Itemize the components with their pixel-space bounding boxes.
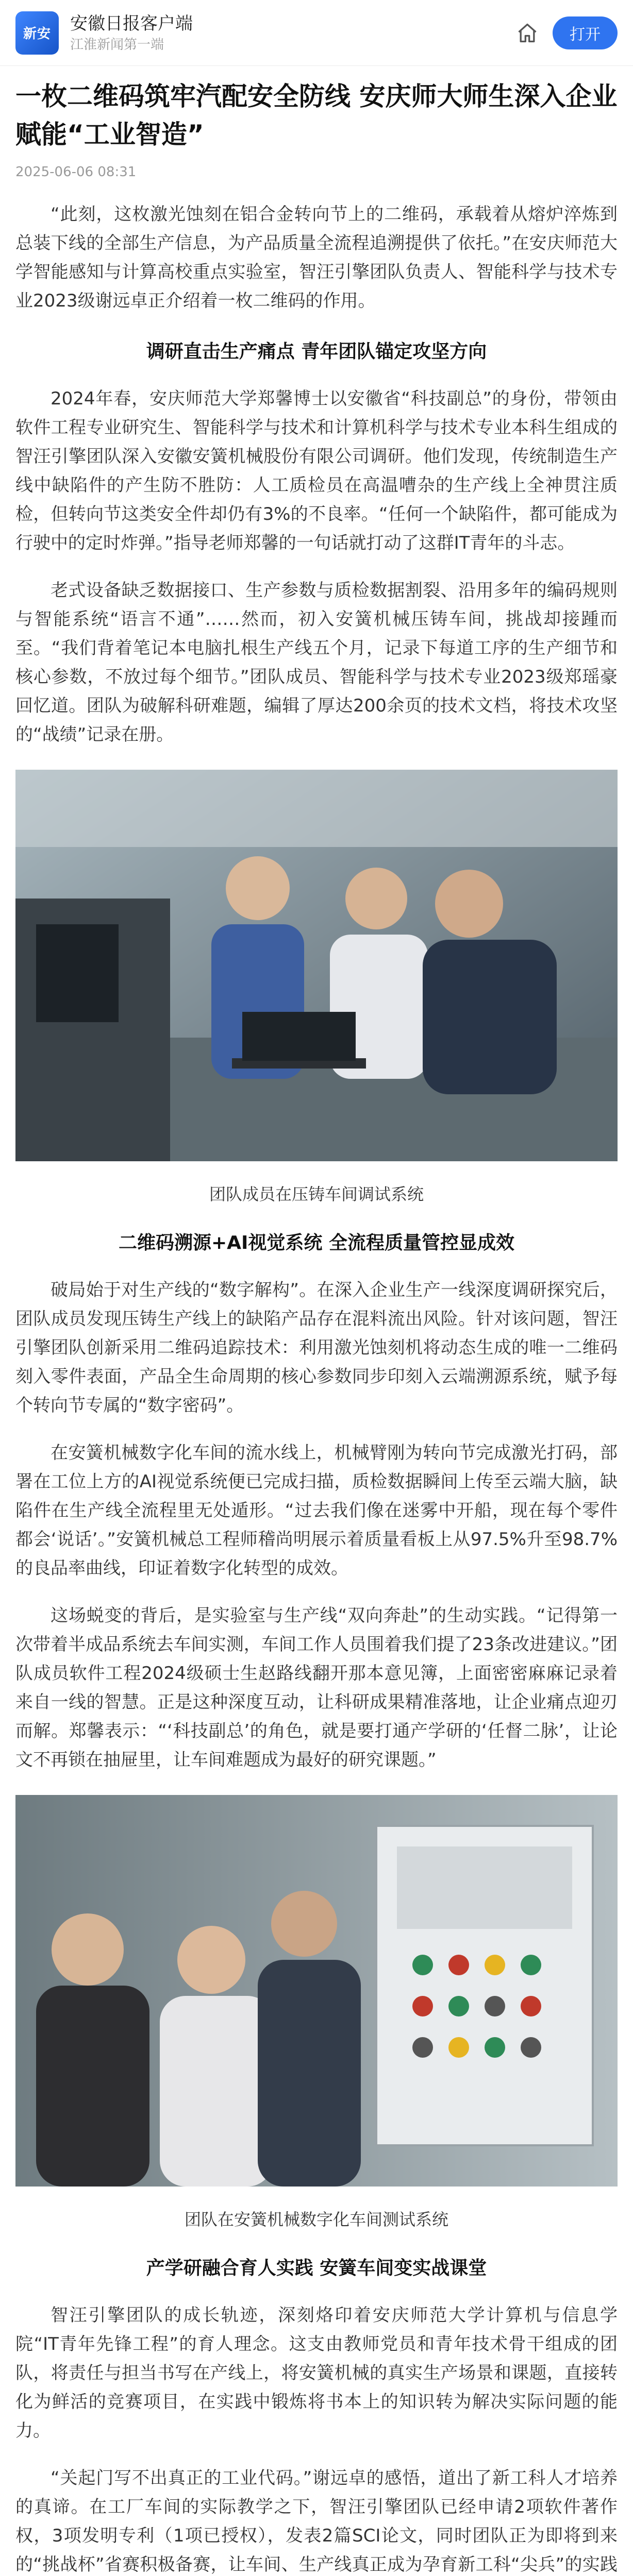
figure-2-caption: 团队在安簧机械数字化车间测试系统 [184, 2210, 448, 2229]
brand-name: 安徽日报客户端 [70, 13, 193, 34]
section-heading-2: 二维码溯源+AI视觉系统 全流程质量管控显成效 [119, 1232, 514, 1253]
figure-1-caption: 团队成员在压铸车间调试系统 [209, 1184, 424, 1204]
paragraph: 这场蜕变的背后，是实验室与生产线“双向奔赴”的生动实践。“记得第一次带着半成品系统去车间实测，车间工作人员围着我们提了23条改进建议。”团队成员软件工程2024级硕士生赵路线翻开那本意见簿，上面密密麻麻记录着来自一线的智慧。正是这种深度互动，让科研成果精准落地，让企业痛点迎刃而解。郑馨表示：“‘科技副总’的角色，就是要打通产学研的‘任督二脉’，让论文不再锁在抽屉里，让车间难题成为最好的研究课题。” [15, 1605, 618, 1770]
paragraph: 破局始于对生产线的“数字解构”。在深入企业生产一线深度调研探究后，团队成员发现压铸生产线上的缺陷产品存在混料流出风险。针对该问题，智汪引擎团队创新采用二维码追踪技术：利用激光蚀刻机将动态生成的唯一二维码刻入零件表面，产品全生命周期的核心参数同步印刻入云端溯源系统，赋予每个转向节专属的“数字密码”。 [15, 1280, 618, 1416]
photo-team-testing [15, 1795, 618, 2187]
publish-date: 2025-06-06 08:31 [15, 164, 137, 180]
article-title: 一枚二维码筑牢汽配安全防线 安庆师大师生深入企业赋能“工业智造” [15, 81, 618, 149]
app-header [0, 0, 633, 66]
paragraph: 老式设备缺乏数据接口、生产参数与质检数据割裂、沿用多年的编码规则与智能系统“语言不通”……然而，初入安簧机械压铸车间，挑战却接踵而至。“我们背着笔记本电脑扎根生产线五个月，记录下每道工序的生产细节和核心参数，不放过每个细节。”团队成员、智能科学与技术专业2023级郑瑶豪回忆道。团队为破解科研难题，编辑了厚达200余页的技术文档，将技术攻坚的“战绩”记录在册。 [15, 580, 618, 745]
paragraph: 智汪引擎团队的成长轨迹，深刻烙印着安庆师范大学计算机与信息学院“IT青年先锋工程”的育人理念。这支由教师党员和青年技术骨干组成的团队，将责任与担当书写在产线上，将安簧机械的真实生产场景和课题，直接转化为鲜活的竞赛项目，在实践中锻炼将书本上的知识转为解决实际问题的能力。 [15, 2305, 618, 2441]
brand-block [70, 12, 193, 54]
logo-text: 新安 [23, 26, 51, 42]
figure-1 [15, 770, 618, 1207]
open-app-button[interactable]: 打开 [553, 16, 618, 49]
article [15, 77, 618, 2576]
home-icon [516, 22, 539, 44]
app-logo [15, 11, 59, 55]
figure-2 [15, 1795, 618, 2232]
home-button[interactable] [512, 18, 543, 48]
paragraph: “此刻，这枚激光蚀刻在铝合金转向节上的二维码，承载着从熔炉淬炼到总装下线的全部生产信息，为产品质量全流程追溯提供了依托。”在安庆师范大学智能感知与计算高校重点实验室，智汪引擎团队负责人、智能科学与技术专业2023级谢远卓正介绍着一枚二维码的作用。 [15, 204, 618, 311]
paragraph: 在安簧机械数字化车间的流水线上，机械臂刚为转向节完成激光打码，部署在工位上方的AI视觉系统便已完成扫描，质检数据瞬间上传至云端大脑，缺陷件在生产线全流程里无处遁形。“过去我们像在迷雾中开船，现在每个零件都会‘说话’。”安簧机械总工程师稽尚明展示着质量看板上从97.5%升至98.7%的良品率曲线，印证着数字化转型的成效。 [15, 1443, 618, 1579]
photo-team-debugging [15, 770, 618, 1161]
section-heading-1: 调研直击生产痛点 青年团队锚定攻坚方向 [146, 341, 487, 362]
brand-subtitle: 江淮新闻第一端 [70, 37, 164, 53]
section-heading-3: 产学研融合育人实践 安簧车间变实战课堂 [146, 2258, 487, 2279]
paragraph: “关起门写不出真正的工业代码。”谢远卓的感悟，道出了新工科人才培养的真谛。在工厂车间的实际教学之下，智汪引擎团队已经申请2项软件著作权，3项发明专利（1项已授权），发表2篇SCI论文，同时团队正为即将到来的“挑战杯”省赛积极备赛，让车间、生产线真正成为孕育新工科“尖兵”的实践 [15, 2468, 618, 2575]
paragraph: 2024年春，安庆师范大学郑馨博士以安徽省“科技副总”的身份，带领由软件工程专业研究生、智能科学与技术和计算机科学与技术专业本科生组成的智汪引擎团队深入安徽安簧机械股份有限公司调研。他们发现，传统制造生产线中缺陷件的产生防不胜防：人工质检员在高温嘈杂的生产线上全神贯注质检，但转向节这类安全件却仍有3%的不良率。“任何一个缺陷件，都可能成为行驶中的定时炸弹。”指导老师郑馨的一句话就打动了这群IT青年的斗志。 [15, 388, 618, 553]
